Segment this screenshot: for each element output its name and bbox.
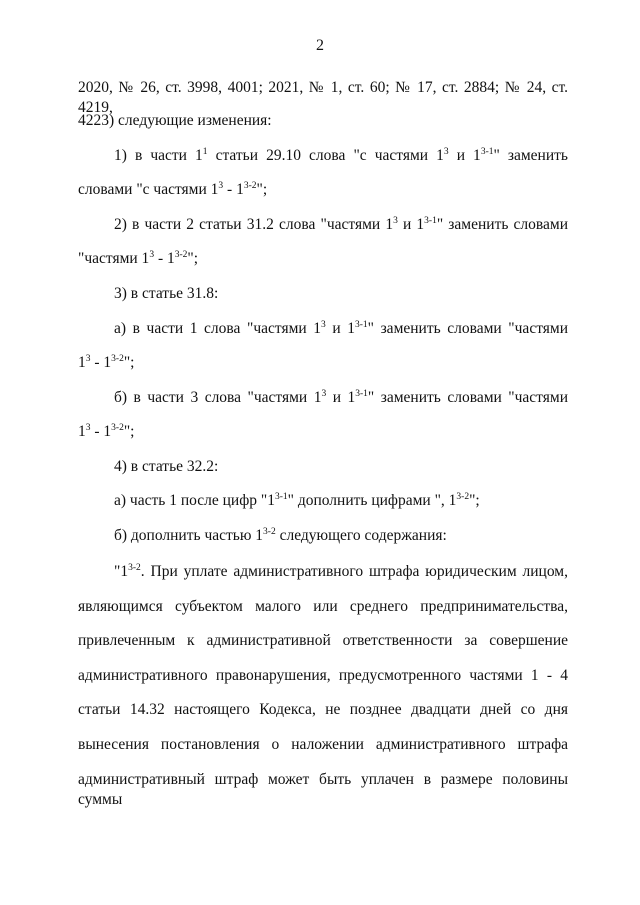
text-line-20: вынесения постановления о наложении административного штрафа xyxy=(78,736,568,753)
text-line-5: 2) в части 2 статьи 31.2 слова "частями $1^3$ и 1$^{3-1}$" заменить словами xyxy=(114,216,569,233)
text-line-15: "1$^{3-2}$. При уплате административного штрафа юридическим лицом, xyxy=(114,563,568,580)
text-line-2: 4223) следующие изменения: xyxy=(78,112,272,129)
text-line-21: административный штраф может быть уплачен в размере половины суммы xyxy=(78,771,568,808)
text-line-13: а) часть 1 после цифр "1$^{3-1}$" дополнить цифрами ", 1$^{3-2}$"; xyxy=(114,492,480,509)
text-line-11: $1^3 - 1^{3-2}$"; xyxy=(78,423,135,440)
text-line-17: привлеченным к административной ответственности за совершение xyxy=(78,632,568,649)
text-line-3: 1) в части $1^1$ статьи 29.10 слова "с частями $1^3$ и 1$^{3-1}$" заменить xyxy=(114,147,568,164)
text-line-10: б) в части 3 слова "частями $1^3$ и 1$^{3-1}$" заменить словами "частями xyxy=(114,389,568,406)
text-line-12: 4) в статье 32.2: xyxy=(114,458,219,475)
text-line-9: $1^3 - 1^{3-2}$"; xyxy=(78,354,135,371)
text-line-8: а) в части 1 слова "частями $1^3$ и 1$^{3-1}$" заменить словами "частями xyxy=(114,320,568,337)
text-line-19: статьи 14.32 настоящего Кодекса, не позднее двадцати дней со дня xyxy=(78,701,568,718)
text-line-16: являющимся субъектом малого или среднего предпринимательства, xyxy=(78,598,568,615)
text-line-4: словами "с частями $1^3 - 1^{3-2}$"; xyxy=(78,181,268,198)
text-line-1: 2020, № 26, ст. 3998, 4001; 2021, № 1, ст. 60; № 17, ст. 2884; № 24, ст. 4219, xyxy=(78,79,568,116)
text-line-14: б) дополнить частью 1$^{3-2}$ следующего содержания: xyxy=(114,527,447,544)
page-number: 2 xyxy=(316,37,324,54)
text-line-6: "частями $1^3 - 1^{3-2}$"; xyxy=(78,250,199,267)
text-line-18: административного правонарушения, предусмотренного частями 1 - 4 xyxy=(78,667,568,684)
text-line-7: 3) в статье 31.8: xyxy=(114,285,219,302)
